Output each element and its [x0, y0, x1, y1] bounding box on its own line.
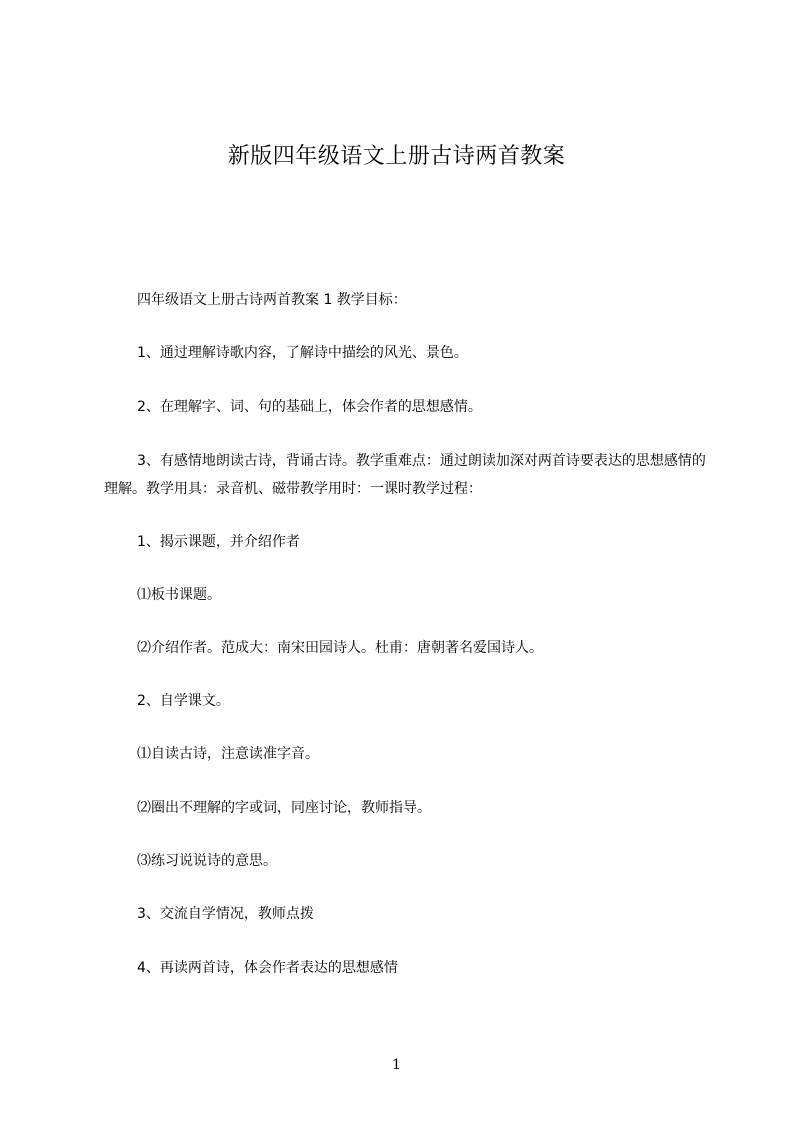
paragraph-step-4: 4、再读两首诗，体会作者表达的思想感情 [137, 960, 398, 976]
paragraph-step-2: 2、自学课文。 [137, 693, 230, 709]
paragraph-step-2-2: ⑵圈出不理解的字或词，同座讨论，教师指导。 [137, 800, 431, 816]
paragraph-objective-3: 3、有感情地朗读古诗，背诵古诗。教学重难点：通过朗读加深对两首诗要表达的思想感情的理解。教学用具：录音机、磁带教学用时：一课时教学过程： [104, 453, 706, 497]
paragraph-step-2-3: ⑶练习说说诗的意思。 [137, 853, 277, 869]
paragraph-step-1-2: ⑵介绍作者。范成大：南宋田园诗人。杜甫：唐朝著名爱国诗人。 [137, 640, 543, 656]
paragraph-intro: 四年级语文上册古诗两首教案 1 教学目标： [137, 292, 407, 308]
document-title: 新版四年级语文上册古诗两首教案 [227, 144, 566, 169]
paragraph-step-1: 1、揭示课题，并介绍作者 [137, 534, 300, 550]
paragraph-step-1-1: ⑴板书课题。 [137, 587, 221, 603]
paragraph-objective-1: 1、通过理解诗歌内容，了解诗中描绘的风光、景色。 [137, 345, 468, 361]
paragraph-objective-2: 2、在理解字、词、句的基础上，体会作者的思想感情。 [137, 399, 482, 415]
paragraph-step-3: 3、交流自学情况，教师点拨 [137, 906, 314, 922]
page-number: 1 [392, 1057, 401, 1073]
paragraph-step-2-1: ⑴自读古诗，注意读准字音。 [137, 746, 319, 762]
